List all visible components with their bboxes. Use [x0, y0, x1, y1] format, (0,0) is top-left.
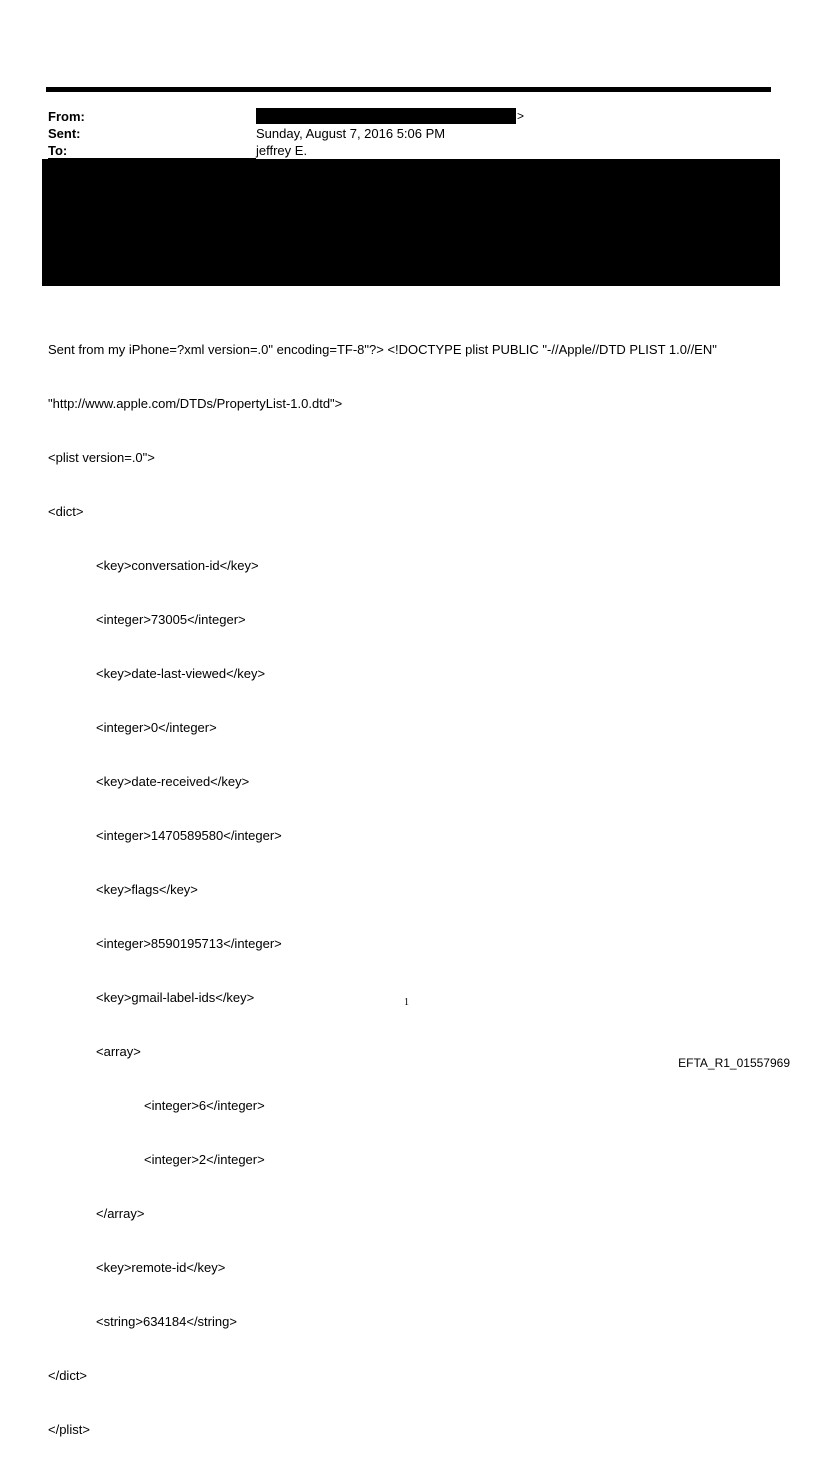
- from-suffix: >: [517, 109, 525, 123]
- body-line: <integer>73005</integer>: [96, 612, 246, 627]
- body-line: <string>634184</string>: [96, 1314, 237, 1329]
- body-line: <integer>1470589580</integer>: [96, 828, 282, 843]
- email-body: [48, 305, 788, 1457]
- body-line: <key>conversation-id</key>: [96, 558, 259, 573]
- body-line: <key>remote-id</key>: [96, 1260, 226, 1275]
- body-line: <key>date-last-viewed</key>: [96, 666, 266, 681]
- body-line: </dict>: [48, 1368, 88, 1383]
- document-id: EFTA_R1_01557969: [678, 1056, 790, 1070]
- body-line: <integer>2</integer>: [144, 1152, 265, 1167]
- page-number: 1: [404, 997, 409, 1008]
- sent-label: Sent:: [48, 126, 81, 141]
- body-line: </plist>: [48, 1422, 90, 1437]
- from-label: From:: [48, 109, 85, 124]
- body-line: <integer>0</integer>: [96, 720, 217, 735]
- body-line: <key>gmail-label-ids</key>: [96, 990, 255, 1005]
- redacted-sender: [256, 108, 516, 124]
- body-line: <dict>: [48, 504, 84, 519]
- body-line: <integer>6</integer>: [144, 1098, 265, 1113]
- body-line: <integer>8590195713</integer>: [96, 936, 282, 951]
- to-label: To:: [48, 143, 68, 158]
- body-line: </array>: [96, 1206, 145, 1221]
- body-line: <array>: [96, 1044, 141, 1059]
- top-rule: [46, 87, 771, 92]
- redacted-block: [42, 159, 780, 286]
- body-line: <key>flags</key>: [96, 882, 198, 897]
- body-line: "http://www.apple.com/DTDs/PropertyList-1.0.dtd">: [48, 396, 343, 411]
- sent-value: Sunday, August 7, 2016 5:06 PM: [256, 126, 446, 141]
- body-line: <key>date-received</key>: [96, 774, 250, 789]
- body-line: Sent from my iPhone=?xml version=.0" encoding=TF-8"?> <!DOCTYPE plist PUBLIC "-//Apple//DTD PLIST 1.0//EN": [48, 342, 717, 357]
- body-line: <plist version=.0">: [48, 450, 155, 465]
- to-value: jeffrey E.: [256, 143, 308, 158]
